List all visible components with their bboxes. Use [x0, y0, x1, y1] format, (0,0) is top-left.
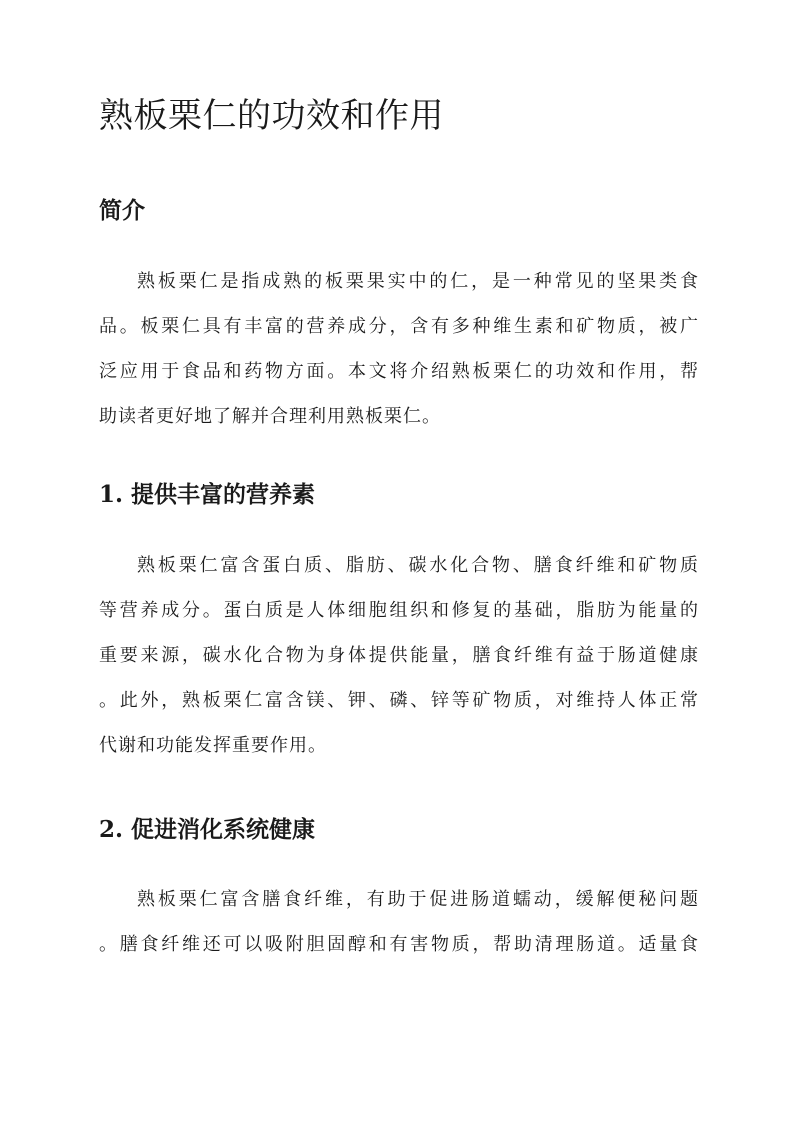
section-heading-nutrition: 1. 提供丰富的营养素: [99, 481, 316, 508]
paragraph-line: 。此外，熟板栗仁富含镁、钾、磷、锌等矿物质，对维持人体正常: [99, 690, 699, 711]
section-heading-digestion: 2. 促进消化系统健康: [99, 816, 316, 843]
paragraph-line: 。膳食纤维还可以吸附胆固醇和有害物质，帮助清理肠道。适量食: [99, 934, 699, 955]
paragraph-line: 助读者更好地了解并合理利用熟板栗仁。: [99, 406, 441, 427]
section-intro-body: [99, 259, 699, 439]
paragraph-line: 泛应用于食品和药物方面。本文将介绍熟板栗仁的功效和作用，帮: [99, 361, 699, 382]
paragraph-line: 代谢和功能发挥重要作用。: [99, 735, 327, 756]
section-heading-intro: 简介: [99, 197, 145, 224]
paragraph-line: 等营养成分。蛋白质是人体细胞组织和修复的基础，脂肪为能量的: [99, 600, 699, 621]
section-nutrition-body: [99, 543, 699, 768]
paragraph-line: 熟板栗仁富含蛋白质、脂肪、碳水化合物、膳食纤维和矿物质: [137, 555, 699, 576]
paragraph-line: 品。板栗仁具有丰富的营养成分，含有多种维生素和矿物质，被广: [99, 316, 699, 337]
section-digestion-body: [99, 877, 699, 967]
paragraph-line: 熟板栗仁富含膳食纤维，有助于促进肠道蠕动，缓解便秘问题: [137, 889, 699, 910]
paragraph-line: 重要来源，碳水化合物为身体提供能量，膳食纤维有益于肠道健康: [99, 645, 699, 666]
paragraph-line: 熟板栗仁是指成熟的板栗果实中的仁，是一种常见的坚果类食: [137, 271, 699, 292]
document-title: 熟板栗仁的功效和作用: [99, 96, 444, 136]
